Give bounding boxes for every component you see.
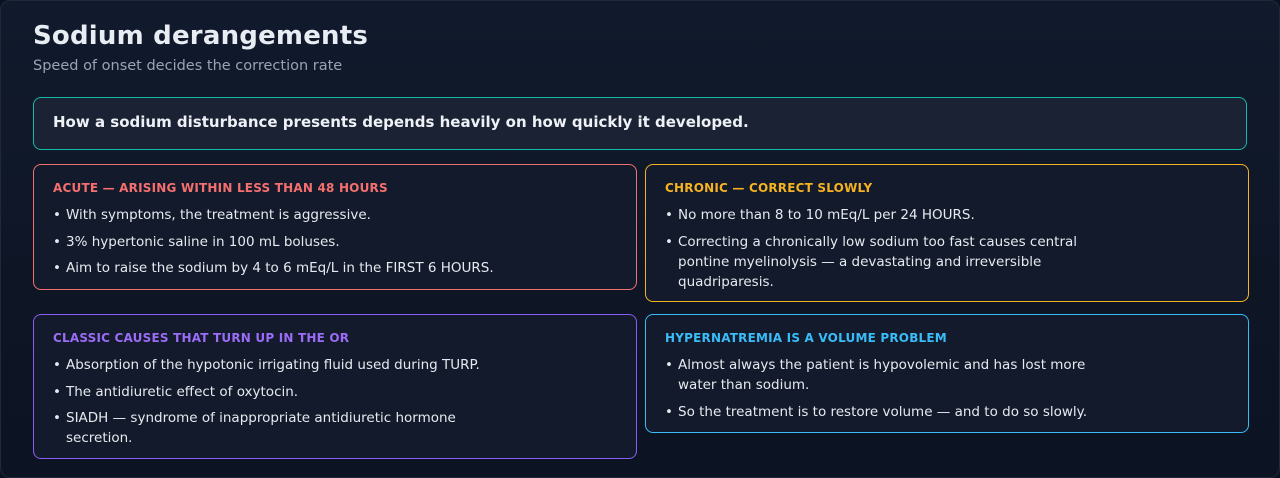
list-item: • Aim to raise the sodium by 4 to 6 mEq/L in the FIRST 6 HOURS. [53, 258, 613, 278]
card-chronic-list [665, 205, 1105, 298]
list-item: • SIADH — syndrome of inappropriate antidiuretic hormone secretion. [53, 408, 493, 448]
card-acute-list [53, 205, 613, 285]
key-point-banner [33, 97, 1247, 150]
card-chronic [645, 164, 1249, 302]
list-item: • Almost always the patient is hypovolemic and has lost more water than sodium. [665, 355, 1105, 395]
card-chronic-heading: CHRONIC — CORRECT SLOWLY [665, 181, 873, 195]
page-title: Sodium derangements [33, 21, 369, 51]
page-subtitle: Speed of onset decides the correction rate [33, 58, 343, 74]
list-item: • With symptoms, the treatment is aggressive. [53, 205, 613, 225]
card-or-causes-heading: CLASSIC CAUSES THAT TURN UP IN THE OR [53, 331, 350, 345]
list-item: • The antidiuretic effect of oxytocin. [53, 382, 493, 402]
list-item: • Absorption of the hypotonic irrigating fluid used during TURP. [53, 355, 493, 375]
card-acute [33, 164, 637, 290]
list-item: • So the treatment is to restore volume — and to do so slowly. [665, 402, 1105, 422]
list-item: • 3% hypertonic saline in 100 mL boluses. [53, 232, 613, 252]
card-hypernatremia-list [665, 355, 1105, 428]
key-point-text: How a sodium disturbance presents depends heavily on how quickly it developed. [53, 113, 749, 131]
card-hypernatremia [645, 314, 1249, 433]
card-or-causes-list [53, 355, 493, 455]
card-or-causes [33, 314, 637, 459]
list-item: • Correcting a chronically low sodium too fast causes central pontine myelinolysis — a devastating and irreversible quadriparesis. [665, 232, 1105, 292]
card-hypernatremia-heading: HYPERNATREMIA IS A VOLUME PROBLEM [665, 331, 947, 345]
list-item: • No more than 8 to 10 mEq/L per 24 HOURS. [665, 205, 1105, 225]
card-acute-heading: ACUTE — ARISING WITHIN LESS THAN 48 HOURS [53, 181, 388, 195]
